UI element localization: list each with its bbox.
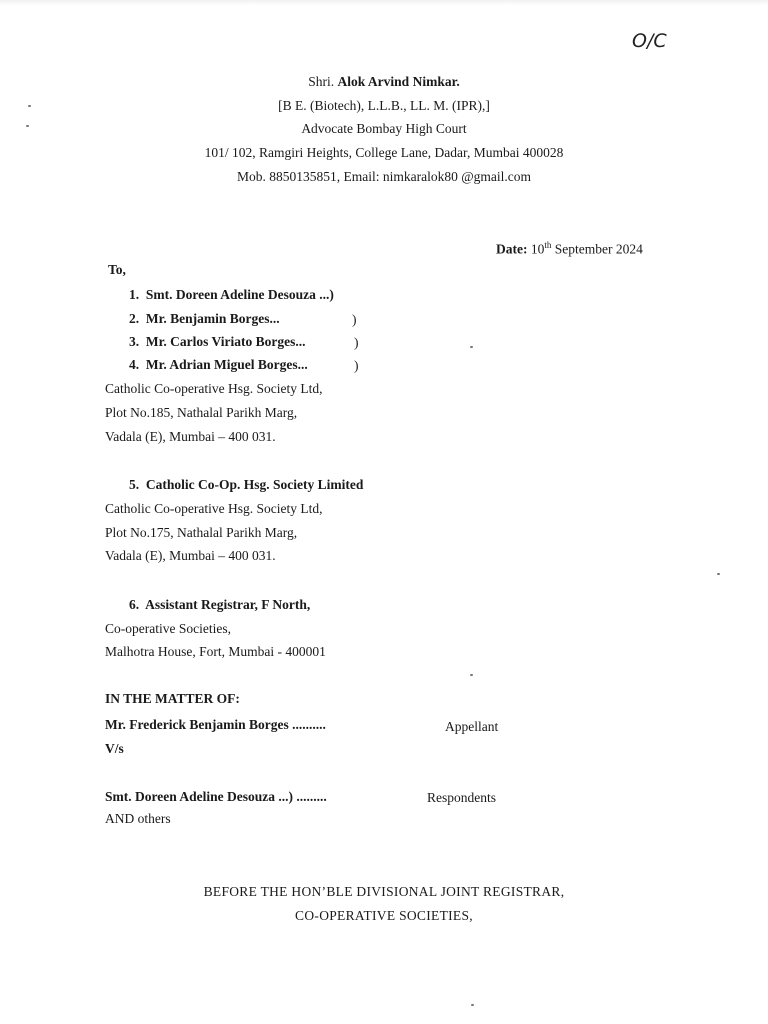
date-month-year: September 2024: [554, 241, 643, 257]
letterhead-qualifications: [B E. (Biotech), L.L.B., LL. M. (IPR),]: [278, 98, 490, 113]
appellant-name: Mr. Frederick Benjamin Borges ..........: [105, 717, 326, 732]
letterhead-designation: Advocate Bombay High Court: [301, 121, 467, 136]
date-day: 10: [530, 241, 545, 257]
before-line-2: CO-OPERATIVE SOCIETIES,: [295, 908, 473, 923]
recipient-name: Mr. Carlos Viriato Borges...: [145, 334, 306, 349]
letterhead-contact: Mob. 8850135851, Email: nimkaralok80 @gmail.com: [236, 169, 532, 184]
to-label: To,: [108, 262, 126, 277]
address-line: Vadala (E), Mumbai – 400 031.: [105, 429, 276, 444]
recipient-3: [129, 335, 305, 349]
advocate-name: Alok Arvind Nimkar.: [337, 74, 460, 89]
bracket-mark: ): [354, 335, 359, 350]
recipient-number: 2.: [129, 311, 140, 326]
recipient-name: Mr. Benjamin Borges...: [145, 311, 280, 326]
name-prefix: Shri.: [308, 74, 335, 89]
appellant-role: Appellant: [445, 719, 499, 734]
bracket-mark: ): [354, 358, 359, 373]
letter-date: [496, 241, 643, 256]
address-line: Catholic Co-operative Hsg. Society Ltd,: [105, 381, 323, 396]
handwritten-mark: O/C: [632, 30, 667, 52]
recipient-name: Assistant Registrar, F North,: [145, 597, 311, 612]
respondent-role: Respondents: [427, 790, 496, 805]
scan-speck: [470, 674, 473, 676]
date-suffix: th: [544, 240, 552, 250]
recipient-1: [129, 288, 334, 302]
recipient-number: 3.: [129, 334, 140, 349]
scan-speck: [28, 105, 31, 107]
and-others: AND others: [105, 811, 171, 826]
letterhead-address: 101/ 102, Ramgiri Heights, College Lane, Dadar, Mumbai 400028: [204, 145, 564, 160]
recipient-2: [129, 312, 280, 326]
address-line: Plot No.185, Nathalal Parikh Marg,: [105, 405, 298, 420]
recipient-name: Mr. Adrian Miguel Borges...: [145, 357, 308, 372]
recipient-number: 5.: [129, 477, 140, 492]
bracket-mark: ): [352, 312, 357, 327]
recipient-number: 6.: [129, 597, 140, 612]
address-line: Co-operative Societies,: [105, 621, 231, 636]
scan-speck: [717, 573, 720, 575]
scan-speck: [470, 346, 473, 348]
versus-label: V/s: [105, 741, 124, 756]
scan-speck: [26, 125, 29, 127]
address-line: Malhotra House, Fort, Mumbai - 400001: [105, 644, 326, 659]
before-line-1: BEFORE THE HON’BLE DIVISIONAL JOINT REGISTRAR,: [203, 884, 565, 899]
recipient-4: [129, 358, 308, 372]
letterhead-name: [0, 75, 768, 89]
recipient-name: Smt. Doreen Adeline Desouza ...): [145, 287, 334, 302]
address-line: Catholic Co-operative Hsg. Society Ltd,: [105, 501, 323, 516]
address-line: Vadala (E), Mumbai – 400 031.: [105, 548, 276, 563]
recipient-5: [129, 478, 363, 492]
address-line: Plot No.175, Nathalal Parikh Marg,: [105, 525, 298, 540]
scan-top-edge: [0, 0, 768, 6]
respondent-name: Smt. Doreen Adeline Desouza ...) .........: [105, 789, 327, 804]
scan-speck: [471, 1004, 474, 1006]
date-label: Date:: [496, 241, 528, 257]
recipient-6: [129, 598, 310, 612]
recipient-number: 4.: [129, 357, 140, 372]
recipient-name: Catholic Co-Op. Hsg. Society Limited: [145, 477, 364, 492]
matter-heading: IN THE MATTER OF:: [105, 691, 240, 706]
recipient-number: 1.: [129, 287, 140, 302]
